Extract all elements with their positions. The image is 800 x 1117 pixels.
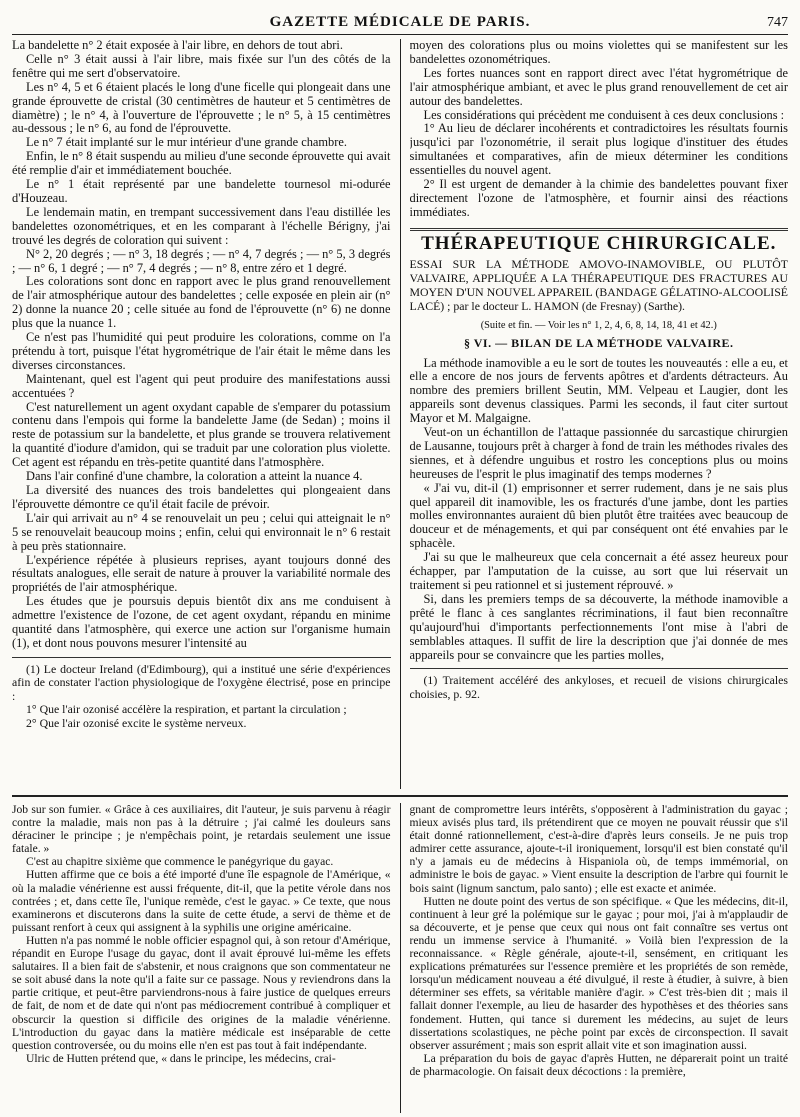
continuation-note: (Suite et fin. — Voir les n° 1, 2, 4, 6, 8, 14, 18, 41 et 42.) (480, 319, 717, 331)
paragraph: L'expérience répétée à plusieurs reprises, ayant toujours donné des résultats analogues, elle serait de nature à prouver la variabilité normale des propriétés de l'air atmosphérique. (12, 552, 391, 595)
bottom-section (12, 803, 788, 1113)
paragraph: 2° Il est urgent de demander à la chimie des bandelettes pouvant fixer directement l'ozone de l'atmosphère, et fournir ainsi des réactions immédiates. (409, 177, 788, 219)
paragraph: La préparation du bois de gayac d'après Hutten, ne déparerait point un traité de pharmacologie. On faisait deux décoctions : la première, (409, 1051, 788, 1078)
footnote-line: 1° Que l'air ozonisé accélère la respiration, et partant la circulation ; (26, 702, 347, 717)
page-header (12, 14, 788, 35)
paragraph: « J'ai vu, dit-il (1) emprisonner et serrer rudement, dans je ne sais plus quel appareil dit inamovible, les os fracturés d'une jambe, dont les parties molles environnantes auraient dû bien plutôt être traitées avec beaucoup de douceur et de ménagements, et qui par conséquent ont été envahies par le sphacèle. (409, 480, 788, 551)
paragraph: Veut-on un échantillon de l'attaque passionnée du sarcastique chirurgien de Lausanne, toujours prêt à charger à fond de train les méthodes rivales des siennes, et à défendre unguibus et rostro les conceptions plus ou moins heureuses de l'esprit le plus imaginatif des temps modernes ? (409, 425, 788, 481)
column-divider (400, 803, 401, 1113)
paragraph: Les fortes nuances sont en rapport direct avec l'état hygrométrique de l'air atmosphérique ambiant, et avec le plus grand renouvellement de cet air autour des bandelettes. (409, 65, 788, 108)
page-number: 747 (767, 15, 788, 30)
section-rule (410, 228, 789, 231)
paragraph: Hutten ne doute point des vertus de son spécifique. « Que les médecins, dit-il, continuent à leur gré la polémique sur le gayac ; pour moi, j'ai à m'applaudir de sa découverte, et je pense que ceux qui nous ont fait connaître ses vertus ont rendu un immense service à l'humanité. » Voilà bien l'expression de la reconnaissance. « Règle générale, ajoute-t-il, sensément, en critiquant les explications prématurées sur l'essence première et les propriétés de son remède, lorsqu'un médicament nouveau a été divulgué, il reste à étudier, à suivre, à bien déterminer ses effets, sa véritable manière d'agir. » C'est très-bien dit ; mais il fallait donner l'exemple, au lieu de hasarder des hypothèses et des théories sans fondement. Hutten, qui tance si durement les médecins, au sujet de leurs dissertations scolastiques, ne pèche point par excès de circonspection. Il savait observer assurément ; mais son esprit allait vite et son imagination aussi. (409, 894, 788, 1052)
paragraph: Le lendemain matin, en trempant successivement dans l'eau distillée les bandelettes ozonométriques, et en les comparant à l'échelle Bérigny, j'ai trouvé les degrés de coloration qui suivent : (12, 204, 391, 247)
paragraph: N° 2, 20 degrés ; — n° 3, 18 degrés ; — n° 4, 7 degrés ; — n° 5, 3 degrés ; — n° 6, 1 degré ; — n° 7, 4 degrés ; — n° 8, entre zéro et 1 degré. (12, 246, 391, 275)
footnote-divider (410, 668, 789, 669)
paragraph: L'air qui arrivait au n° 4 se renouvelait un peu ; celui qui atteignait le n° 5 se renouvelait beaucoup moins ; enfin, celui qui environnait le n° 6 restait à peu près stationnaire. (12, 510, 391, 553)
paragraph: Ulric de Hutten prétend que, « dans le principe, les médecins, crai- (26, 1051, 336, 1065)
bottom-left-column (12, 803, 391, 1113)
paragraph: gnant de compromettre leurs intérêts, s'opposèrent à l'administration du gayac ; mieux avisés plus tard, ils prétendirent que ce moyen ne pouvait réussir que s'il était donné rationnellement, c'est-à-dire d'après leurs conseils. Je ne puis trop admirer cette assurance, ajoute-t-il ironiquement, lorsqu'il est bien constaté qu'il n'y a jamais eu de médecins à Hispaniola où, de temps immémorial, on administre le bois de gayac. » Vient ensuite la description de l'arbre qui fournit le bois saint (lignum sanctum, palo santo) ; elle est exacte et animée. (409, 803, 788, 895)
top-right-column (410, 39, 789, 789)
top-left-column (12, 39, 391, 789)
paragraph: Dans l'air confiné d'une chambre, la coloration a atteint la nuance 4. (26, 469, 363, 484)
paragraph: Maintenant, quel est l'agent qui peut produire des manifestations aussi accentuées ? (12, 371, 391, 400)
paragraph: Le n° 7 était implanté sur le mur intérieur d'une grande chambre. (26, 135, 347, 150)
paragraph: La diversité des nuances des trois bandelettes qui plongeaient dans l'éprouvette démontre ce qu'il était facile de prévoir. (12, 483, 391, 511)
paragraph: J'ai su que le malheureux que cela concernait a été assez heureux pour échapper, par l'amputation de la cuisse, au sort que lui réservait un traitement si peu rationnel et si justement réprouvé. » (409, 550, 788, 592)
bottom-right-column (410, 803, 789, 1113)
essay-title: ESSAI SUR LA MÉTHODE AMOVO-INAMOVIBLE, OU PLUTÔT VALVAIRE, APPLIQUÉE A LA THÉRAPEUTIQUE DES FRACTURES AU MOYEN D'UN NOUVEL APPAREIL (BANDAGE GÉLATINO-ALCOOLISÉ LACÉ) ; par le docteur L. HAMON (de Fresnay) (Sarthe). (409, 256, 788, 313)
paragraph: Les n° 4, 5 et 6 étaient placés le long d'une ficelle qui plongeait dans une grande éprouvette de cristal (30 centimètres de hauteur et 5 centimètres de diamètre) ; le n° 4, à l'ouverture de l'éprouvette ; le n° 5, à 15 centimètres au-dessous ; le n° 6, au fond de l'éprouvette. (12, 79, 391, 136)
paragraph: C'est naturellement un agent oxydant capable de s'emparer du potassium contenu dans l'empois qui forme la bandelette Jame (de Sedan) ; moins il reste de potassium sur la bandelette, et plus grande se trouvera relativement la quantité d'iodure d'amidon, qui se traduit par une coloration plus violette. Cet agent est répandu en très-petite quantité dans l'atmosphère. (12, 399, 391, 470)
subsection-heading: § VI. — BILAN DE LA MÉTHODE VALVAIRE. (463, 335, 734, 350)
paragraph: La bandelette n° 2 était exposée à l'air libre, en dehors de tout abri. (12, 39, 343, 52)
paragraph: Ce n'est pas l'humidité qui peut produire les colorations, comme on l'a prétendu à tort, puisque l'état hygrométrique de l'air était le même dans les diverses circonstances. (12, 330, 391, 372)
page-divider (12, 795, 788, 797)
footnote (12, 663, 391, 730)
paragraph: La méthode inamovible a eu le sort de toutes les nouveautés : elle a eu, et elle a encore de nos jours de fervents apôtres et d'ardents détracteurs. Au nombre des premiers brillent Seutin, MM. Velpeau et Laugier, dont les appareils sont devenus classiques. Parmi les seconds, il faut citer surtout Mayor et M. Malgaigne. (409, 355, 788, 426)
footnote-divider (12, 657, 391, 658)
top-section (12, 39, 788, 789)
paragraph: Les considérations qui précèdent me conduisent à ces deux conclusions : (423, 107, 785, 122)
paragraph: Si, dans les premiers temps de sa découverte, la méthode inamovible a prêté le flanc à ces sanglantes récriminations, il faut bien reconnaître qu'aujourd'hui d'importants perfectionnements l'ont mise à l'abri de semblables attaques. Il suffit de lire la description que j'ai donnée de mes appareils pour se convaincre que les parties molles, (409, 591, 788, 662)
paragraph: Celle n° 3 était aussi à l'air libre, mais fixée sur l'un des côtés de la fenêtre qui me sert d'observatoire. (12, 51, 391, 80)
paragraph: Enfin, le n° 8 était suspendu au milieu d'une seconde éprouvette qui avait été remplie d'air et immédiatement bouchée. (12, 149, 391, 178)
paragraph: Les colorations sont donc en rapport avec le plus grand renouvellement de l'air atmosphérique autour des bandelettes ; celle exposée en plein air (n° 2) donne la nuance 20 ; celle située au fond de l'éprouvette (n° 6) ne donne plus que la nuance 1. (12, 274, 391, 331)
paragraph: Job sur son fumier. « Grâce à ces auxiliaires, dit l'auteur, je suis parvenu à réagir contre la maladie, mais non pas à la détruire ; j'ai calmé les douleurs sans déraciner le principe ; je n'empêchais point, je retardais seulement une issue fatale. » (12, 803, 391, 856)
paragraph: Le n° 1 était représenté par une bandelette tournesol mi-odurée d'Houzeau. (12, 177, 391, 205)
footnote-line: 2° Que l'air ozonisé excite le système nerveux. (26, 715, 247, 730)
paragraph: 1° Au lieu de déclarer incohérents et contradictoires les résultats fournis jusqu'ici par l'ozonométrie, il serait plus logique d'instituer des études simultanées et comparatives, afin de mieux déterminer les conditions essentielles du nouvel agent. (409, 121, 788, 178)
paragraph: Hutten n'a pas nommé le noble officier espagnol qui, à son retour d'Amérique, répandit en Europe l'usage du gayac, dont il avait éprouvé lui-même les effets salutaires. Il a bien fait de s'abstenir, et nous craignons que son commentateur ne se soit abusé dans la note qu'il a faite sur ce passage. Nous y reviendrons dans la partie critique, et peut-être parviendrons-nous à faire justice de quelques erreurs de fait, de nom et de date qui n'ont pas médiocrement contribué à compliquer et obscurcir la question si difficile des origines de la maladie vénérienne. L'introduction du gayac dans la matière médicale est inséparable de cette question controversée, ou du moins elle n'en est pas tout à fait indépendante. (12, 933, 391, 1052)
journal-title: GAZETTE MÉDICALE DE PARIS. (269, 14, 531, 30)
footnote-line: (1) Le docteur Ireland (d'Edimbourg), qui a institué une série d'expériences afin de constater l'action physiologique de l'oxygène électrisé, pose en principe : (12, 661, 391, 703)
paragraph: Hutten affirme que ce bois a été importé d'une île espagnole de l'Amérique, « où la maladie vénérienne est aussi fréquente, dit-il, que la petite vérole dans nos contrées ; et, dans cette île, l'unique remède, c'est le gayac. » Ce texte, que nous examinerons et discuterons dans la suite de cette étude, a servi de thème et de puissant renfort à ceux qui assignent à la syphilis une origine américaine. (12, 868, 391, 934)
column-divider (400, 39, 401, 789)
paragraph: C'est au chapitre sixième que commence le panégyrique du gayac. (26, 855, 334, 869)
footnote: (1) Traitement accéléré des ankyloses, et recueil de visions chirurgicales choisies, p. 92. (409, 673, 788, 701)
section-heading: THÉRAPEUTIQUE CHIRURGICALE. (421, 232, 777, 254)
paragraph: Les études que je poursuis depuis bientôt dix ans me conduisent à admettre l'existence de l'ozone, de cet agent oxydant, répandu en minime quantité dans l'atmosphère, qui exerce une action sur l'organisme humain (1), et dont nous pouvons mesurer l'intensité au (12, 594, 391, 650)
paragraph: moyen des colorations plus ou moins violettes qui se manifestent sur les bandelettes ozonométriques. (409, 39, 788, 66)
